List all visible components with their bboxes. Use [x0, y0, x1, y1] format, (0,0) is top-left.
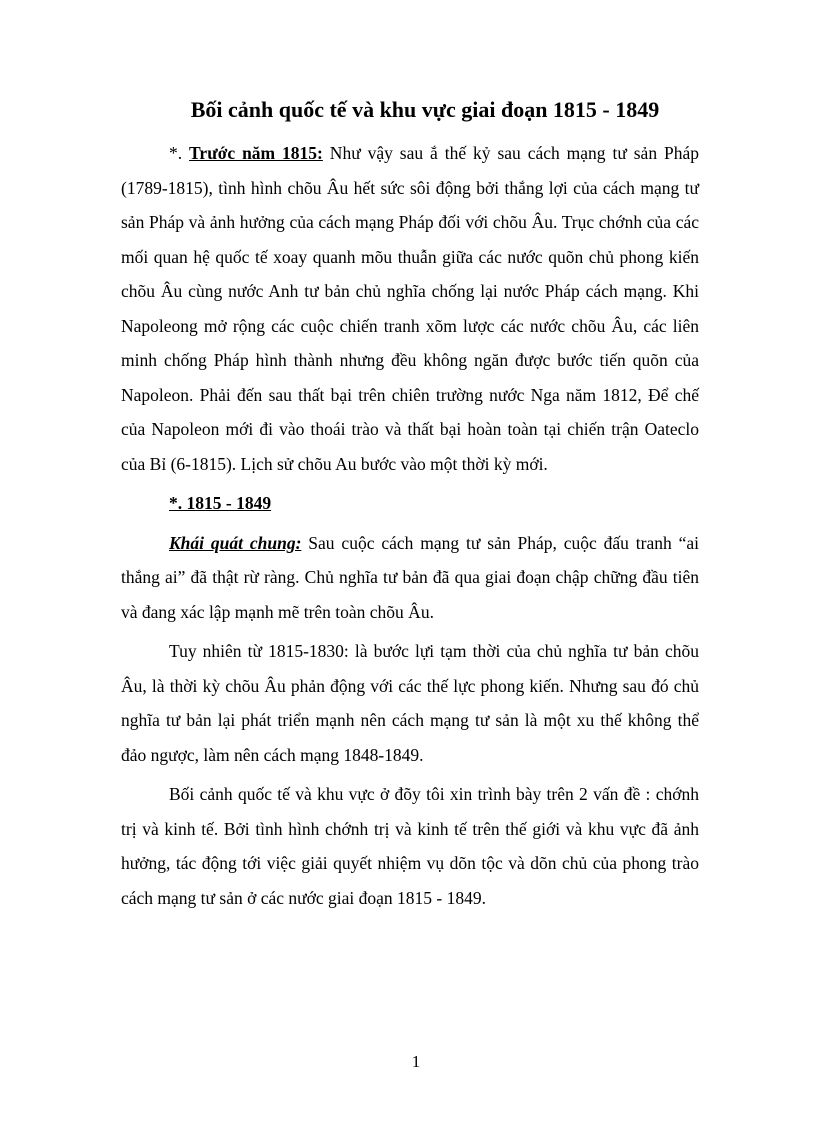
- page-number: 1: [411, 1052, 421, 1071]
- document-page: [121, 96, 699, 920]
- paragraph-1815-1830: Tuy nhiên từ 1815-1830: là bước lựi tạm thời của chủ nghĩa tư bản chõu Âu, là thời kỳ chõu Âu phản động với các thế lực phong kiến. Nhưng sau đó chủ nghĩa tư bản lại phát triển mạnh nên cách mạng tư sản là một xu thế không thể đảo ngược, làm nên cách mạng 1848-1849.: [121, 641, 699, 765]
- section-heading-text: *. 1815 - 1849: [169, 493, 272, 513]
- paragraph-text: Như vậy sau ắ thế kỷ sau cách mạng tư sản Pháp (1789-1815), tình hình chõu Âu hết sức sôi động bởi thắng lợi của cách mạng tư sản Pháp và ảnh hưởng của cách mạng Pháp đối với chõu Âu. Trục chớnh của các mối quan hệ quốc tế xoay quanh mõu thuẫn giữa các nước quõn chủ phong kiến chõu Âu cùng nước Anh tư bản chủ nghĩa chống lại nước Pháp cách mạng. Khi Napoleong mở rộng các cuộc chiến tranh xõm lược các nước chõu Âu, các liên minh chống Pháp hình thành nhưng đều không ngăn được bước tiến quõn của Napoleon. Phải đến sau thất bại trên chiên trường nước Nga năm 1812, Để chế của Napoleon mới đi vào thoái trào và thất bại hoàn toàn tại chiến trận Oateclo của Bỉ (6-1815). Lịch sử chõu Au bước vào một thời kỳ mới.: [121, 143, 699, 474]
- section-label-before-1815: Trước năm 1815:: [189, 143, 323, 163]
- document-title: Bối cảnh quốc tế và khu vực giai đoạn 1815 - 1849: [190, 97, 660, 122]
- section-heading-1815-1849: [121, 486, 699, 521]
- section-marker: *.: [169, 143, 190, 163]
- paragraph-before-1815: [121, 136, 699, 481]
- overview-label: Khái quát chung:: [169, 532, 302, 553]
- paragraph-text: Sau cuộc cách mạng tư sản Pháp, cuộc đấu tranh “ai thắng ai” đã thật rừ ràng. Chủ nghĩa tư bản đã qua giai đoạn chập chững đầu tiên và đang xác lập mạnh mẽ trên toàn chõu Âu.: [121, 532, 700, 622]
- paragraph-overview: [121, 526, 699, 630]
- paragraph-context: Bối cảnh quốc tế và khu vực ở đõy tôi xin trình bày trên 2 vấn đề : chớnh trị và kinh tế. Bởi tình hình chớnh trị và kinh tế trên thế giới và khu vực đã ảnh hưởng, tác động tới việc giải quyết nhiệm vụ dõn tộc và dõn chủ của phong trào cách mạng tư sản ở các nước giai đoạn 1815 - 1849.: [121, 784, 699, 908]
